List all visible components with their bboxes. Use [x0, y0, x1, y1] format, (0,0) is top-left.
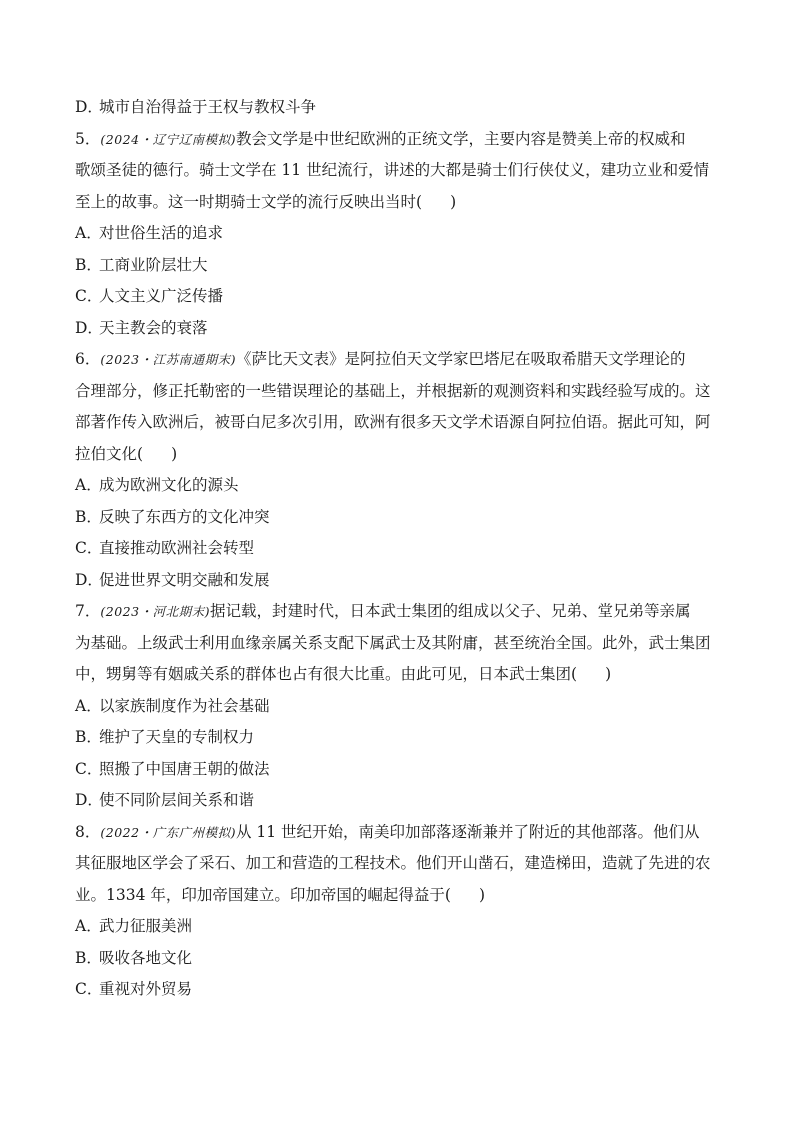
question-number: 5．: [75, 129, 101, 148]
question-stem-line: 7．(2023・河北期末)据记载，封建时代，日本武士集团的组成以父子、兄弟、堂兄弟等亲属: [75, 602, 691, 620]
option-d: D．使不同阶层间关系和谐: [75, 791, 255, 809]
option-d: D．促进世界文明交融和发展: [75, 570, 270, 589]
exam-page: [75, 92, 725, 1006]
option-a: A．武力征服美洲: [75, 917, 193, 935]
option-d: D．天主教会的衰落: [75, 318, 208, 337]
option-b: B．吸收各地文化: [75, 948, 193, 967]
question-stem-line: 至上的故事。这一时期骑士文学的流行反映出当时( ): [75, 192, 457, 211]
option-c: C．重视对外贸易: [75, 980, 193, 998]
question-5: [75, 124, 725, 345]
question-stem-line: 拉伯文化( ): [75, 444, 178, 463]
question-source: (2023・江苏南通期末): [100, 352, 236, 367]
option-b: B．维护了天皇的专制权力: [75, 728, 255, 746]
option-text: 城市自治得益于王权与教权斗争: [99, 98, 317, 116]
question-stem-line: 为基础。上级武士利用血缘亲属关系支配下属武士及其附庸，甚至统治全国。此外，武士集团: [75, 633, 711, 652]
question-stem-line: 歌颂圣徒的德行。骑士文学在 11 世纪流行，讲述的大都是骑士们行侠仗义，建功立业和爱情: [75, 161, 710, 179]
question-8: [75, 817, 725, 1006]
option-b: B．工商业阶层壮大: [75, 255, 208, 274]
question-number: 8．: [75, 822, 101, 841]
option-c: C．人文主义广泛传播: [75, 287, 224, 305]
option-a: A．成为欧洲文化的源头: [75, 476, 239, 494]
option-c: C．直接推动欧洲社会转型: [75, 539, 255, 557]
question-stem-line: 业。1334 年，印加帝国建立。印加帝国的崛起得益于( ): [75, 885, 485, 904]
question-stem-line: 其征服地区学会了采石、加工和营造的工程技术。他们开山凿石，建造梯田，造就了先进的农: [75, 854, 711, 872]
question-stem-line: 中，甥舅等有姻戚关系的群体也占有很大比重。由此可见，日本武士集团( ): [75, 665, 612, 683]
question-6: [75, 344, 725, 596]
question-7: [75, 596, 725, 817]
question-stem-line: 6．(2023・江苏南通期末)《萨比天文表》是阿拉伯天文学家巴塔尼在吸取希腊天文学理论的: [75, 350, 686, 368]
question-stem-line: 部著作传入欧洲后，被哥白尼多次引用，欧洲有很多天文学术语源自阿拉伯语。据此可知，阿: [75, 413, 711, 431]
question-source: (2022・广东广州模拟): [100, 824, 236, 840]
question-source: (2024・辽宁辽南模拟): [100, 131, 236, 147]
option-c: C．照搬了中国唐王朝的做法: [75, 759, 270, 778]
option-a: A．对世俗生活的追求: [75, 224, 224, 242]
question-stem-line: 合理部分，修正托勒密的一些错误理论的基础上，并根据新的观测资料和实践经验写成的。这: [75, 381, 711, 400]
question-number: 7．: [75, 602, 101, 620]
option-b: B．反映了东西方的文化冲突: [75, 507, 270, 526]
option-d: [75, 92, 725, 124]
question-source: (2023・河北期末): [100, 604, 210, 619]
question-number: 6．: [75, 350, 101, 368]
option-letter: D．: [75, 98, 103, 116]
question-stem-line: 8．(2022・广东广州模拟)从 11 世纪开始，南美印加部落逐渐兼并了附近的其他部落。他们从: [75, 822, 700, 841]
question-stem-line: 5．(2024・辽宁辽南模拟)教会文学是中世纪欧洲的正统文学，主要内容是赞美上帝的权威和: [75, 129, 686, 148]
option-a: A．以家族制度作为社会基础: [75, 696, 270, 715]
